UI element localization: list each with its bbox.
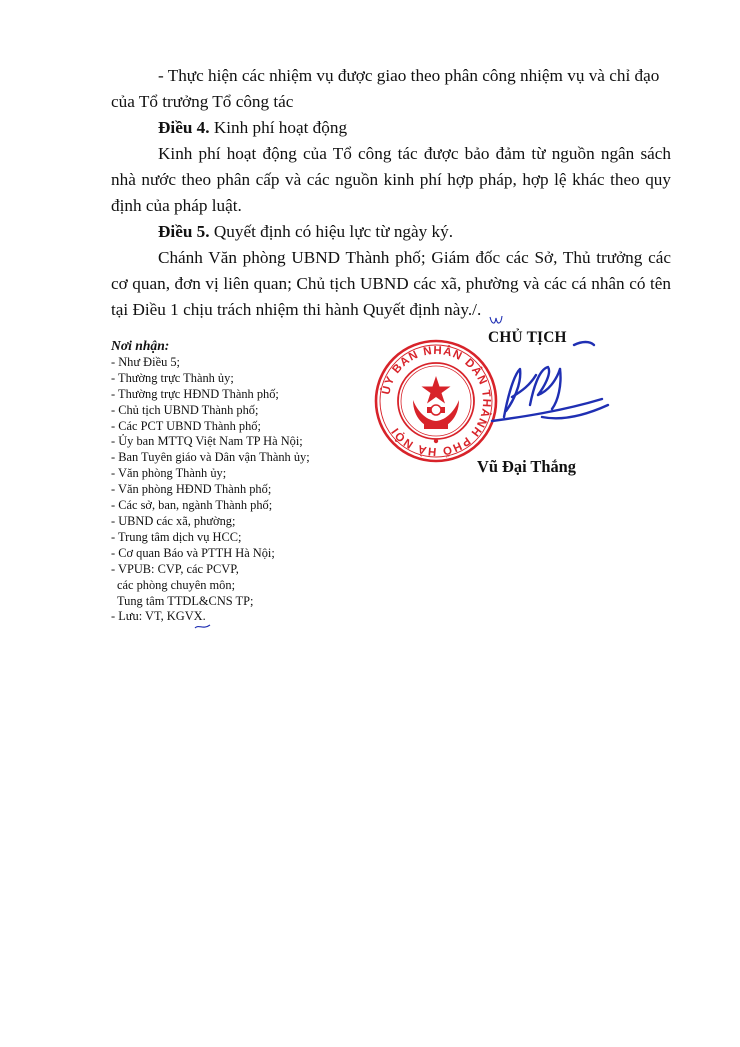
recipient-item: - VPUB: CVP, các PCVP,: [111, 561, 239, 576]
recipient-item: - Thường trực Thành ủy;: [111, 370, 234, 385]
article-5-text: Chánh Văn phòng UBND Thành phố; Giám đốc các Sở, Thủ trưởng các cơ quan, đơn vị liên quan; Chủ tịch UBND các xã, phường và các cá nhân có tên tại Điều 1 chịu trách nhiệm thi hành Quyết định này./.: [111, 248, 671, 319]
recipients-block: [111, 338, 371, 625]
task-line-2: của Tổ trưởng Tổ công tác: [111, 92, 294, 111]
recipient-item: - Các PCT UBND Thành phố;: [111, 418, 261, 433]
recipient-item: - Văn phòng Thành ủy;: [111, 466, 227, 481]
signer-title: CHỦ TỊCH: [488, 329, 567, 346]
article-4-text: Kinh phí hoạt động của Tổ công tác được bảo đảm từ nguồn ngân sách nhà nước theo phân cấp và các nguồn kinh phí hợp pháp, hợp lệ khác theo quy định của pháp luật.: [111, 144, 671, 215]
recipient-item: - Ủy ban MTTQ Việt Nam TP Hà Nội;: [111, 434, 303, 449]
article-4-heading: [111, 115, 671, 141]
recipient-item: - Văn phòng HĐND Thành phố;: [111, 482, 272, 497]
signer-name: Vũ Đại Thắng: [477, 457, 576, 476]
article-5-label: Điều 5.: [158, 222, 210, 241]
article-5-heading: [111, 219, 671, 245]
recipient-item: - Trung tâm dịch vụ HCC;: [111, 529, 242, 544]
recipient-item: - Chủ tịch UBND Thành phố;: [111, 402, 259, 417]
article-4-label: Điều 4.: [158, 118, 210, 137]
official-seal: [373, 338, 499, 464]
initial-mark-bottom: [194, 621, 212, 631]
recipient-item: các phòng chuyên môn;: [117, 577, 236, 592]
svg-text:ỦY BAN NHÂN DÂN THÀNH PHỐ HÀ N: ỦY BAN NHÂN DÂN THÀNH PHỐ HÀ NỘI: [380, 344, 493, 458]
recipient-item: - Cơ quan Báo và PTTH Hà Nội;: [111, 545, 275, 560]
article-4-title: Kinh phí hoạt động: [209, 118, 348, 137]
task-line-1: - Thực hiện các nhiệm vụ được giao theo phân công nhiệm vụ và chỉ đạo: [158, 66, 660, 85]
recipient-item: - Thường trực HĐND Thành phố;: [111, 386, 279, 401]
recipient-item: - UBND các xã, phường;: [111, 513, 236, 528]
article-5-title: Quyết định có hiệu lực từ ngày ký.: [209, 222, 454, 241]
recipient-item: - Như Điều 5;: [111, 354, 181, 369]
recipients-heading: Nơi nhận:: [111, 338, 170, 353]
handwritten-signature: [482, 325, 612, 435]
recipient-item: - Các sở, ban, ngành Thành phố;: [111, 498, 273, 513]
recipient-item: Tung tâm TTDL&CNS TP;: [117, 593, 254, 608]
document-body: [111, 63, 671, 323]
recipient-item: - Ban Tuyên giáo và Dân vận Thành ủy;: [111, 450, 310, 465]
recipient-item: - Lưu: VT, KGVX.: [111, 609, 206, 624]
